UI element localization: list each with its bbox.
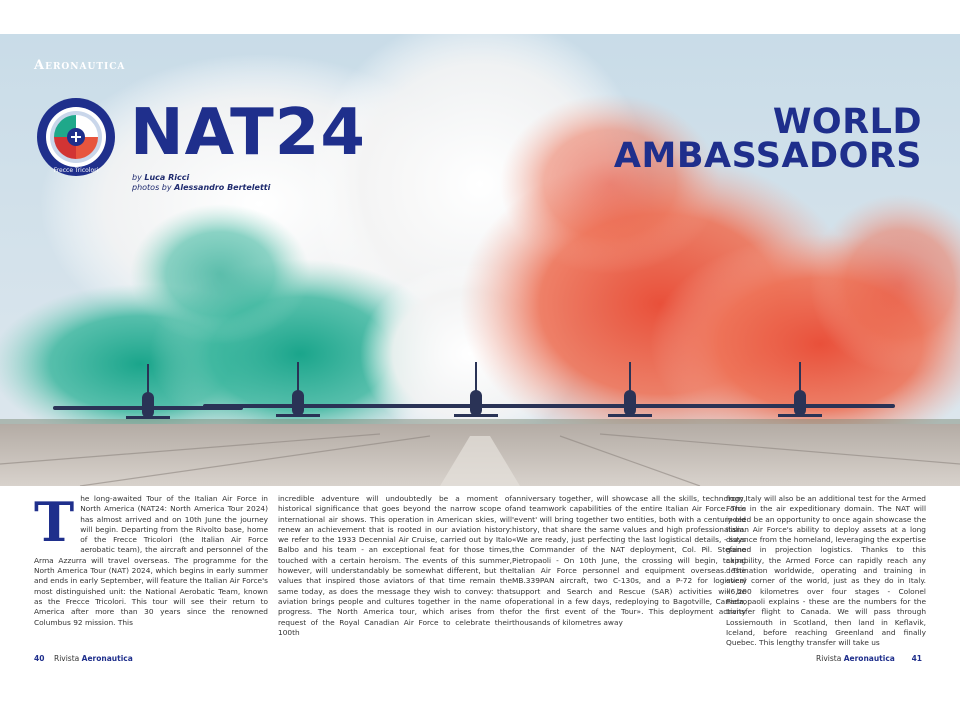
drop-cap: T <box>34 490 75 554</box>
page-number-right: 41 <box>911 654 922 663</box>
column-1: T he long-awaited Tour of the Italian Air Force in North America (NAT24: North America Tour 2024) has almost arrived and on 10th June the journey will begin. Departing from the Rivolto base, home of the Frecce Tricolori (the Italian Air Force aerobatic team), the aircraft and personnel of the Arma Azzurra will travel overseas. The programme for the North America Tour (NAT) 2024, which begins in early summer and ends in early September, will feature the Italian Air Force's most distinguished unit: the National Aerobatic Team, known as the Frecce Tricolori. This tour will see their return to America after more than 30 years since the renowned Columbus 92 mission. This <box>34 490 268 627</box>
footer-right: Rivista Aeronautica 41 <box>816 654 922 663</box>
column-3: anniversary together, will showcase all the skills, technology, and teamwork capabilities of the entire Italian Air Force. This 'event' will bring together two entities, both with a century-old history, that share the same values and high professionalism. «We are ready, just perfecting the last logistical details, - says the Commander of the NAT deployment, Col. Pil. Stefano Pietropaoli - On 10th June, the crossing will begin, taking Italian Air Force personnel and equipment overseas. The MB.339PAN aircraft, two C-130s, and a P-72 for logistical support and Search and Rescue (SAR) activities will be operational in a few days, redeploying to Bagotville, Canada, for the first event of the Tour». This deployment activity thousands of kilometres away <box>512 494 746 627</box>
footer-left: 40 Rivista Aeronautica <box>34 654 133 663</box>
magazine-spread <box>0 34 960 664</box>
column-2: incredible adventure will undoubtedly be a moment of historical significance that goes beyond the narrow scope of international air shows. This operation in American skies, will renew an achievement that is rooted in our aviation history: we refer to the 1933 Decennial Air Cruise, carried out by Italo Balbo and his team - an exceptional feat for those times, touched with a certain heroism. The events of this summer, however, will understandably be somewhat different, but the values that inspired those aviators of that time remain the same today, as does the message they wish to convey: that aviation brings people and cultures together in the name of progress. The North America tour, which arises from the request of the Royal Canadian Air Force to celebrate their 100th <box>278 494 512 637</box>
hero-photo <box>0 34 960 486</box>
byline: by Luca Ricci photos by Alessandro Berteletti <box>132 173 271 192</box>
column-4: from Italy will also be an additional test for the Armed Force in the air expeditionary domain. The NAT will indeed be an opportunity to once again showcase the Italian Air Force's ability to deploy assets at a long distance from the homeland, leveraging the expertise gained in projection logistics. Thanks to this capability, the Armed Force can rapidly reach any destination worldwide, operating and training in every corner of the world, just as they do in Italy. «6,200 kilometres over four stages - Colonel Pietropaoli explains - these are the numbers for the transfer flight to Canada. We will pass through Lossiemouth in Scotland, then land in Keflavik, Iceland, before reaching Greenland and finally Quebec. This lengthy transfer will take us <box>726 494 926 648</box>
section-label: Aeronautica <box>34 58 126 73</box>
photographer-name: Alessandro Berteletti <box>174 183 271 192</box>
author-name: Luca Ricci <box>144 173 190 182</box>
svg-text:Frecce Tricolori: Frecce Tricolori <box>53 167 99 174</box>
article-title: NAT24 <box>130 96 366 170</box>
page-number-left: 40 <box>34 654 45 663</box>
frecce-tricolori-badge-icon <box>36 97 116 177</box>
article-subtitle: WORLD AMBASSADORS <box>613 102 922 176</box>
